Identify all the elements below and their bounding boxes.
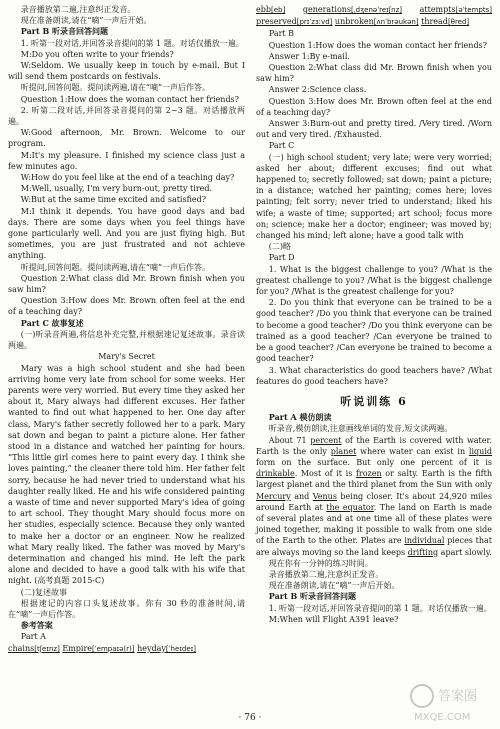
- answer-line: 3. What characteristics do good teachers have? /What features do good teachers have?: [256, 365, 492, 386]
- passage-text: . Most of it is: [294, 469, 356, 479]
- reading-passage: [256, 435, 492, 558]
- question-line: Question 2:What class did Mr. Brown finish when you saw him?: [8, 273, 245, 295]
- instruction-text: 2. 听第二段对话,并回答录音提问的第 2~3 题。对话播放两遍。: [8, 105, 245, 127]
- question-line: Question 3:How does Mr. Brown often feel at the end of a teaching day?: [8, 296, 245, 317]
- section-heading: Part A 模仿朗读: [268, 412, 332, 423]
- underlined-word: drifting: [407, 547, 439, 557]
- page-number: · 76 ·: [238, 713, 262, 723]
- passage-text: where water can exist in: [356, 446, 469, 456]
- instruction-text: 1. 听第一段对话,并回答录音提问的第 1 题。对话仅播放一遍。: [20, 38, 244, 48]
- vocab-word: ebb: [256, 5, 271, 14]
- answer-line: (一) high school student; very late; were very worried; asked her about; different excuses; find out what happened to; secretly followed; sat down; paint a picture; in a distance; watched her painting; comes here; loves painting; felt sorry; never tried to understand; liked his wife; a waste of time; supported; art school; focus more on; science; make her a doctor; engineer; was moved by; changed his mind; left alone; have a good talk with: [256, 152, 492, 241]
- question-line: Question 2:What class did Mr. Brown finish when you saw him?: [256, 63, 492, 84]
- part-label: Part B: [268, 29, 295, 39]
- vocab-word: generations: [302, 5, 352, 14]
- instruction-text: (一)听录音两遍,将信息补充完整,并根据速记复述故事。录音读两遍。: [8, 329, 245, 351]
- underlined-word: individual: [404, 536, 445, 546]
- answer-line: 2. Do you think that everyone can be trained to be a good teacher? /Do you think that everyone can be trained to become a good teacher? /Do you think everyone can be trained as a good teacher? /Can everyone be trained to be a good teacher? /Can everyone be trained to become a good teacher?: [256, 298, 492, 364]
- instruction-text: 1. 听第一段对话,并回答录音提问的第 1 题。对话仅播放一遍。: [268, 603, 492, 613]
- left-column: [8, 4, 245, 655]
- vocab-word: chains: [8, 643, 35, 653]
- dialogue-line: M:It's my pleasure. I finished my science class just a few minutes ago.: [8, 150, 245, 171]
- vocab-phonetic: [tʃeɪnz]: [34, 644, 60, 653]
- underlined-word: Venus: [312, 491, 337, 501]
- vocab-phonetic: [ˈempaɪə(r)]: [92, 644, 135, 653]
- passage-text: pieces that are always moving so the land keeps: [256, 536, 493, 557]
- question-line: Question 1:How does the woman contact her friends?: [268, 40, 487, 50]
- underlined-word: Mercury: [256, 491, 291, 501]
- vocab-word: thread: [421, 17, 448, 27]
- answer-line: 1. What is the biggest challenge to you? /What is the greatest challenge to you? /What is the biggest challenge for you? /What is the greatest challenge for you?: [256, 264, 492, 297]
- instruction-text: 现在准备朗读,请在“嘀”一声后开始。: [268, 581, 400, 591]
- passage-text: form on the surface. But only one percent of it is: [256, 457, 492, 467]
- right-column: [256, 4, 492, 625]
- underlined-word: frozen: [355, 469, 382, 479]
- answer-line: Answer 1:By e-mail.: [268, 51, 350, 61]
- answer-line: (二)略: [268, 242, 292, 252]
- part-label: Part A: [20, 632, 46, 642]
- section-heading: Part B 听录音回答问题: [268, 591, 357, 602]
- passage-text: apart slowly.: [438, 547, 492, 557]
- dialogue-line: M:I think it depends. You have good days and bad days. There are some days when you feel things have gone particularly well. And you are just flying high. But sometimes, you are just frustrated and not achieve anything.: [8, 206, 245, 261]
- vocab-phonetic: [ˈheɪdeɪ]: [165, 644, 196, 653]
- watermark-url: MXQE.COM: [414, 712, 471, 723]
- section-heading: Part C 故事复述: [20, 317, 84, 328]
- instruction-text: 录音播放第二遍,注意纠正发音。: [20, 5, 136, 14]
- passage-text: and: [290, 491, 313, 501]
- dialogue-line: M:Do you often write to your friends?: [20, 49, 174, 59]
- passage-text: or salty. Earth is the fifth largest planet and the third planet from the Sun with only: [256, 469, 492, 490]
- passage-text: . The land on Earth is made of several plates and at one time all of these plates were joined together, making it possible to walk from one side of the Earth to the other. Plates are: [256, 502, 492, 546]
- story-body: Mary was a high school student and she had been arriving home very late from school for some weeks. Her parents were very worried. But every time they asked her about it, Mary always had different excuses. Her father wanted to find out what happened to her. One day after class, Mary's father secretly followed her to a park. Mary sat down and began to paint a picture alone. Her father stood in a distance and watched her painting for hours. “This little girl comes here to paint every day. I think she loves painting,” the cleaner there told him. Her father felt sorry, because he had never tried to understand what his daughter really liked. He and his wife considered painting a waste of time and never supported Mary's idea of going to art school. They thought Mary should focus more on her studies, especially science. Because they only wanted to make her a doctor or an engineer. Now he realized what Mary really liked. The father was moved by Mary's determination and changed his mind. He left the park alone and decided to have a good talk with his wife that night. (高考真题 2015-C): [8, 363, 245, 586]
- vocab-word: unbroken: [334, 17, 374, 27]
- answer-line: Answer 2:Science class.: [268, 85, 367, 95]
- story-title: Mary's Secret: [98, 352, 155, 362]
- instruction-text: 听提问,回答问题。提问读两遍,请在“嘀”一声后作答。: [20, 262, 211, 272]
- passage-text: About 71: [268, 435, 311, 445]
- vocab-phonetic: [θred]: [447, 18, 470, 27]
- instruction-text: 听录音,模仿朗读,注意画线单词的发音,短文读两遍。: [268, 424, 453, 434]
- vocab-word: preserved: [256, 17, 297, 27]
- vocab-phonetic: [ʌnˈbrəukən]: [373, 18, 419, 27]
- question-line: Question 1:How does the woman contact her friends?: [20, 94, 239, 104]
- watermark-text: 答案圈: [438, 689, 478, 704]
- passage-text: being closer. It's about 24,920 miles around Earth at: [256, 491, 492, 512]
- vocab-word: heyday: [137, 643, 166, 653]
- vocab-word: attempts: [419, 5, 456, 14]
- vocab-phonetic: [əˈtempts]: [455, 6, 492, 14]
- part-label: Part D: [268, 253, 295, 263]
- instruction-text: 录音播放第二遍,注意纠正发音。: [268, 569, 384, 579]
- training-heading: 听说训练 6: [340, 394, 408, 408]
- vocab-list: [256, 4, 492, 28]
- instruction-text: 根据速记的内容口头复述故事。你有 30 秒的准备时间,请在“嘀”一声后作答。: [8, 598, 245, 619]
- underlined-word: liquid: [468, 446, 492, 456]
- vocab-word: Empire: [62, 643, 93, 653]
- question-line: Question 3:How does Mr. Brown often feel at the end of a teaching day?: [256, 96, 492, 117]
- instruction-text: 听提问,回答问题。提问读两遍,请在“嘀”一声后作答。: [20, 83, 211, 93]
- dialogue-line: W:How do you feel like at the end of a teaching day?: [20, 173, 235, 183]
- dialogue-line: M:Well, usually, I'm very burn-out, pretty tired.: [20, 184, 213, 194]
- vocab-phonetic: [prɪˈzɜːvd]: [296, 18, 333, 27]
- section-heading: Part B 听录音回答问题: [20, 26, 109, 37]
- underlined-word: planet: [330, 446, 357, 456]
- passage-text: of the Earth is covered with water. Earth is the only: [256, 435, 492, 456]
- underlined-word: drinkable: [256, 469, 295, 479]
- part-label: Part C: [268, 141, 295, 151]
- dialogue-line: W:But at the same time excited and satisfied?: [20, 195, 207, 205]
- vocab-list: [8, 643, 245, 655]
- vocab-phonetic: [eb]: [270, 6, 286, 14]
- watermark-logo: [408, 680, 492, 726]
- answer-line: Answer 3:Burn-out and pretty tired. /Very tired. /Worn out and very tired. /Exhausted.: [256, 119, 492, 140]
- answer-key-title: 参考答案: [20, 620, 53, 631]
- instruction-text: 现在你有一分钟的练习时间。: [268, 558, 373, 568]
- underlined-word: the equator: [326, 502, 374, 512]
- dialogue-line: W:Good afternoon, Mr. Brown. Welcome to our program.: [8, 128, 245, 149]
- section-heading: (二)复述故事: [20, 587, 68, 597]
- underlined-word: percent: [310, 435, 342, 445]
- vocab-phonetic: [ˌdʒenəˈreɪʃnz]: [351, 6, 402, 14]
- dialogue-line: M:When will Flight A391 leave?: [268, 614, 399, 624]
- dialogue-line: W:Seldom. We usually keep in touch by e-mail. But I will send them postcards on festivals.: [8, 61, 245, 82]
- instruction-text: 现在准备朗读,请在“嘀”一声后开始。: [20, 16, 152, 26]
